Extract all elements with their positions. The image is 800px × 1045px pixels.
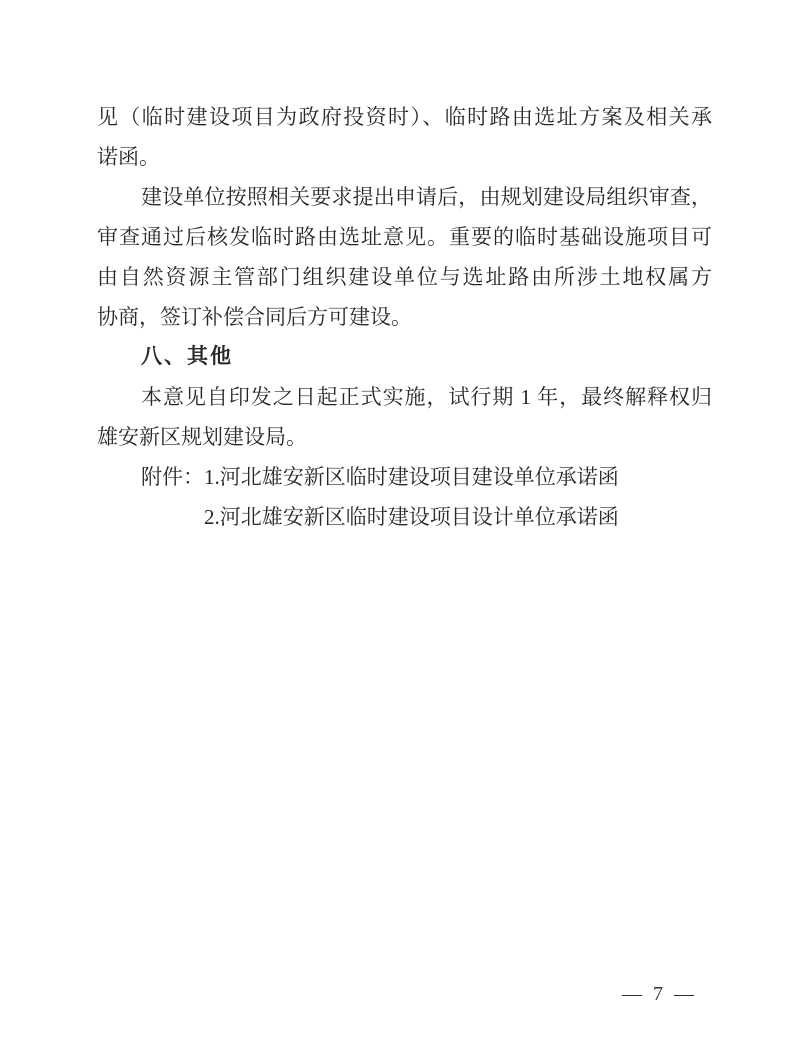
body-line-paragraph-start: 建设单位按照相关要求提出申请后，由规划建设局组织审查， bbox=[141, 185, 712, 209]
attachment-item: 1.河北雄安新区临时建设项目建设单位承诺函 bbox=[204, 465, 619, 489]
body-line-continuation: 见（临时建设项目为政府投资时）、临时路由选址方案及相关承 bbox=[97, 105, 712, 129]
attachments-label: 附件： bbox=[141, 465, 204, 489]
attachments-row bbox=[97, 457, 712, 537]
page-footer bbox=[622, 983, 697, 1006]
section-heading: 八、其他 bbox=[141, 345, 233, 368]
page-number: — 7 — bbox=[622, 983, 697, 1005]
body-line-paragraph-end: 诺函。 bbox=[97, 145, 160, 169]
document-body bbox=[97, 97, 712, 537]
body-line-paragraph-start: 本意见自印发之日起正式实施，试行期 1 年，最终解释权归 bbox=[141, 385, 712, 409]
body-line-paragraph-end: 雄安新区规划建设局。 bbox=[97, 425, 307, 449]
attachment-item: 2.河北雄安新区临时建设项目设计单位承诺函 bbox=[204, 505, 619, 529]
body-line-paragraph-end: 协商，签订补偿合同后方可建设。 bbox=[97, 305, 412, 329]
body-line: 审查通过后核发临时路由选址意见。重要的临时基础设施项目可 bbox=[97, 225, 712, 249]
attachments-list bbox=[204, 457, 619, 537]
body-line: 由自然资源主管部门组织建设单位与选址路由所涉土地权属方 bbox=[97, 265, 712, 289]
